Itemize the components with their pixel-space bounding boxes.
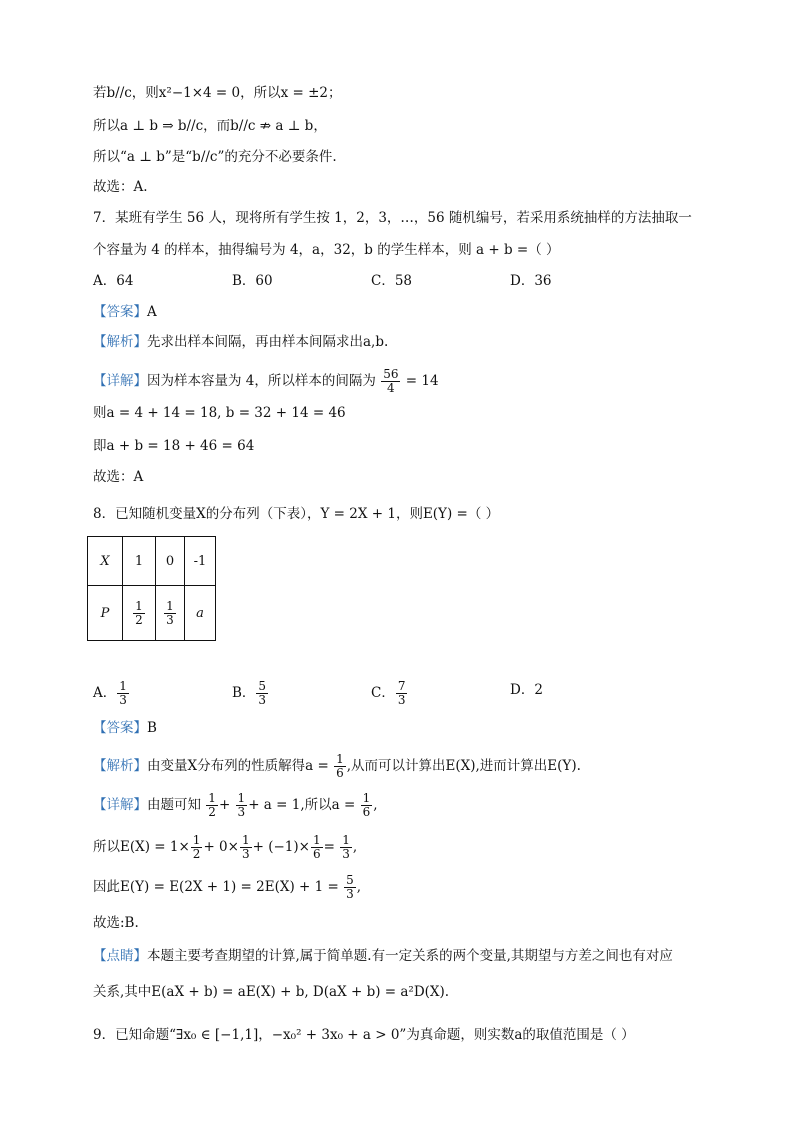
analysis-tag: 【解析】 [93,334,147,350]
text-line: 所以“a ⊥ b”是“b//c”的充分不必要条件. [93,149,337,165]
fraction: $\frac{1}{2}$ [192,833,201,861]
q8-detail: 【详解】由题可知 $\frac{1}{2}$ + $\frac{1}{3}$ + a = 1,所以a = $\frac{1}{6}$ , [93,791,378,819]
text-line: 故选:B. [93,915,139,931]
table-header-x: X [88,537,123,586]
fraction: $\frac{1}{3}$ [342,833,350,861]
fraction: $\frac{7}{3}$ [397,679,406,707]
fraction: $\frac{1}{2}$ [208,791,216,819]
text-line: 所以a ⊥ b ⇒ b//c，而b//c ⇏ a ⊥ b， [93,118,327,134]
detail-tag: 【详解】 [93,797,147,813]
fraction: $\frac{1}{6}$ [362,791,371,819]
fraction: $\frac{1}{3}$ [166,598,174,627]
fraction: $\frac{1}{6}$ [336,752,344,780]
table-cell: -1 [185,537,216,586]
fraction: $\frac{56}{4}$ [383,367,399,395]
note-tag: 【点睛】 [93,948,147,964]
table-cell: a [185,586,216,641]
fraction: $\frac{1}{3}$ [241,833,250,861]
q8-detail-line3: 因此E(Y) = E(2X + 1) = 2E(X) + 1 = $\frac{5}{3}$ , [93,873,362,901]
table-cell [123,586,156,641]
q7-detail [93,368,439,395]
detail-text: 因为样本容量为 4，所以样本的间隔为 [147,373,376,389]
q8-choice-d: D．2 [510,682,543,698]
table-cell: 1 [123,537,156,586]
fraction: $\frac{1}{6}$ [312,833,321,861]
table-cell [156,586,185,641]
answer-value: A [147,304,157,320]
q7-answer [93,302,157,322]
question-7-line1: 7．某班有学生 56 人，现将所有学生按 1，2，3，…，56 随机编号，若采用系统抽样的方法抽取一 [93,210,692,226]
q7-analysis [93,332,388,352]
answer-value: B [147,720,157,736]
q8-choice-a: A． $\frac{1}{3}$ [93,679,127,707]
analysis-tag: 【解析】 [93,758,147,774]
table-cell: 0 [156,537,185,586]
question-9: 9．已知命题“∃x₀ ∈ [−1,1]，−x₀² + 3x₀ + a > 0”为真命题，则实数a的取值范围是（ ） [93,1027,635,1043]
text-line: 则a = 4 + 14 = 18, b = 32 + 14 = 46 [93,405,346,421]
fraction: $\frac{1}{3}$ [119,679,127,707]
analysis-text: 先求出样本间隔，再由样本间隔求出a,b. [147,334,389,350]
q8-note: 【点睛】本题主要考查期望的计算,属于简单题.有一定关系的两个变量,其期望与方差之间也有对应 [93,948,673,964]
q8-answer [93,718,157,738]
answer-tag: 【答案】 [93,720,147,736]
text-line: 若b//c，则x²−1×4 = 0，所以x = ±2； [93,85,342,101]
q8-choice-c: C． $\frac{7}{3}$ [371,679,406,707]
q8-analysis: 【解析】由变量X分布列的性质解得a = $\frac{1}{6}$ ,从而可以计算出E(X),进而计算出E(Y). [93,752,581,780]
text-line: 即a + b = 18 + 46 = 64 [93,438,255,454]
detail-tag: 【详解】 [93,373,147,389]
fraction: $\frac{5}{3}$ [258,679,267,707]
question-7-line2: 个容量为 4 的样本，抽得编号为 4，a，32，b 的学生样本，则 a + b =（ ） [93,242,560,258]
q7-choice-a: A．64 [93,273,134,289]
question-8: 8．已知随机变量X的分布列（下表），Y = 2X + 1，则E(Y) =（ ） [93,506,500,522]
q7-choice-c: C．58 [371,273,413,289]
fraction: $\frac{1}{3}$ [237,791,246,819]
q8-choice-b: B． $\frac{5}{3}$ [232,679,267,707]
q8-detail-line2: 所以E(X) = 1× $\frac{1}{2}$ + 0× $\frac{1}{3}$ + (−1)× $\frac{1}{6}$ = $\frac{1}{3}$ , [93,833,358,861]
fraction: $\frac{5}{3}$ [346,873,354,901]
answer-tag: 【答案】 [93,304,147,320]
distribution-table [87,536,216,641]
fraction: $\frac{1}{2}$ [135,598,143,627]
q7-choice-b: B．60 [232,273,273,289]
table-header-p: P [88,586,123,641]
detail-eq: = 14 [405,373,439,389]
text-line: 关系,其中E(aX + b) = aE(X) + b, D(aX + b) = a²D(X). [93,984,450,1000]
text-line: 故选：A [93,469,144,485]
text-line: 故选：A. [93,179,148,195]
q7-choice-d: D．36 [510,273,552,289]
